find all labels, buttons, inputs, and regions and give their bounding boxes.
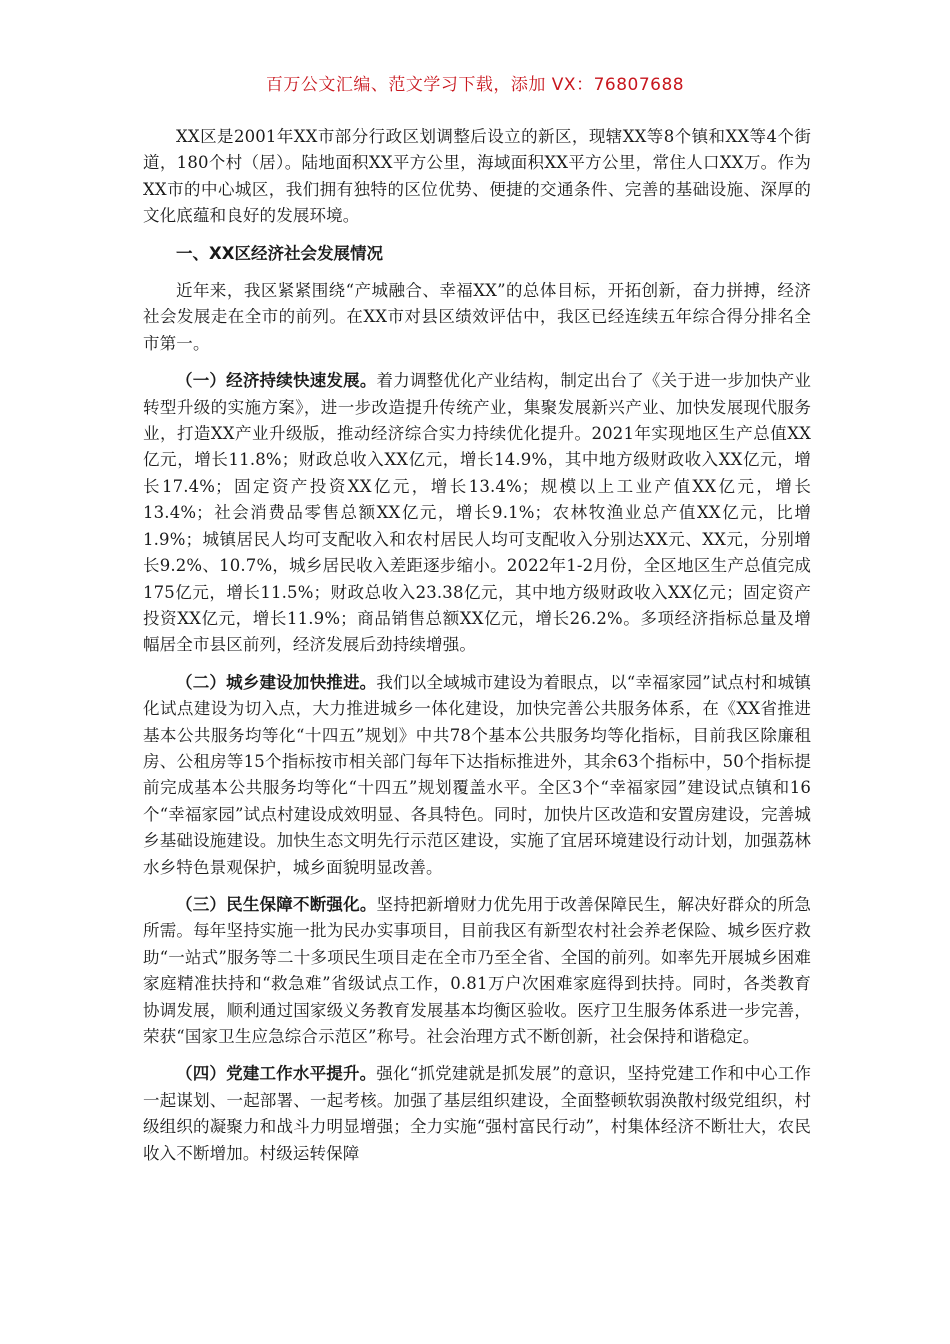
overview-paragraph: 近年来，我区紧紧围绕“产城融合、幸福XX”的总体目标，开拓创新，奋力拼搏，经济社会发展走在全市的前列。在XX市对县区绩效评估中，我区已经连续五年综合得分排名全市第一。 (143, 281, 811, 353)
item-paragraph-urban-rural (143, 670, 811, 881)
intro-paragraph: XX区是2001年XX市部分行政区划调整后设立的新区，现辖XX等8个镇和XX等4个街道，180个村（居）。陆地面积XX平方公里，海域面积XX平方公里，常住人口XX万。作为XX市的中心城区，我们拥有独特的区位优势、便捷的交通条件、完善的基础设施、深厚的文化底蕴和良好的发展环境。 (143, 127, 811, 226)
item-paragraph-economy (143, 368, 811, 658)
item-title-urban-rural: （二）城乡建设加快推进。 (176, 672, 377, 692)
item-title-livelihood: （三）民生保障不断强化。 (176, 894, 377, 914)
document-body (143, 124, 811, 1178)
item-paragraph-livelihood (143, 892, 811, 1050)
section-heading: 一、XX区经济社会发展情况 (176, 243, 383, 263)
watermark-header: 百万公文汇编、范文学习下载，添加 VX：76807688 (265, 75, 685, 95)
item-paragraph-party-building (143, 1061, 811, 1167)
item-body-livelihood: 坚持把新增财力优先用于改善保障民生，解决好群众的所急所需。每年坚持实施一批为民办实事项目，目前我区有新型农村社会养老保险、城乡医疗救助“一站式”服务等二十多项民生项目走在全市乃至全省、全国的前列。如率先开展城乡困难家庭精准扶持和“救急难”省级试点工作，0.81万户次困难家庭得到扶持。同时，各类教育协调发展，顺利通过国家级义务教育发展基本均衡区验收。医疗卫生服务体系进一步完善，荣获“国家卫生应急综合示范区”称号。社会治理方式不断创新，社会保持和谐稳定。 (143, 894, 811, 1046)
item-body-party-building: 强化“抓党建就是抓发展”的意识，坚持党建工作和中心工作一起谋划、一起部署、一起考核。加强了基层组织建设，全面整顿软弱涣散村级党组织，村级组织的凝聚力和战斗力明显增强；全力实施“强村富民行动”，村集体经济不断壮大，农民收入不断增加。村级运转保障 (143, 1064, 811, 1163)
item-body-urban-rural: 我们以全域城市建设为着眼点，以“幸福家园”试点村和城镇化试点建设为切入点，大力推进城乡一体化建设，加快完善公共服务体系，在《XX省推进基本公共服务均等化“十四五”规划》中共78个基本公共服务均等化指标，目前我区除廉租房、公租房等15个指标按市相关部门每年下达指标推进外，其余63个指标中，50个指标提前完成基本公共服务均等化“十四五”规划覆盖水平。全区3个“幸福家园”建设试点镇和16个“幸福家园”试点村建设成效明显、各具特色。同时，加快片区改造和安置房建设，完善城乡基础设施建设。加快生态文明先行示范区建设，实施了宜居环境建设行动计划，加强荔林水乡特色景观保护，城乡面貌明显改善。 (143, 672, 811, 877)
item-title-party-building: （四）党建工作水平提升。 (176, 1064, 377, 1084)
item-title-economy: （一）经济持续快速发展。 (176, 371, 377, 391)
item-body-economy: 着力调整优化产业结构，制定出台了《关于进一步加快产业转型升级的实施方案》，进一步改造提升传统产业，集聚发展新兴产业、加快发展现代服务业，打造XX产业升级版，推动经济综合实力持续优化提升。2021年实现地区生产总值XX亿元，增长11.8%；财政总收入XX亿元，增长14.9%，其中地方级财政收入XX亿元，增长17.4%；固定资产投资XX亿元，增长13.4%；规模以上工业产值XX亿元，增长13.4%；社会消费品零售总额XX亿元，增长9.1%；农林牧渔业总产值XX亿元，比增1.9%；城镇居民人均可支配收入和农村居民人均可支配收入分别达XX元、XX元，分别增长9.2%、10.7%，城乡居民收入差距逐步缩小。2022年1-2月份，全区地区生产总值完成175亿元，增长11.5%；财政总收入23.38亿元，其中地方级财政收入XX亿元；固定资产投资XX亿元，增长11.9%；商品销售总额XX亿元，增长26.2%。多项经济指标总量及增幅居全市县区前列，经济发展后劲持续增强。 (143, 371, 811, 655)
